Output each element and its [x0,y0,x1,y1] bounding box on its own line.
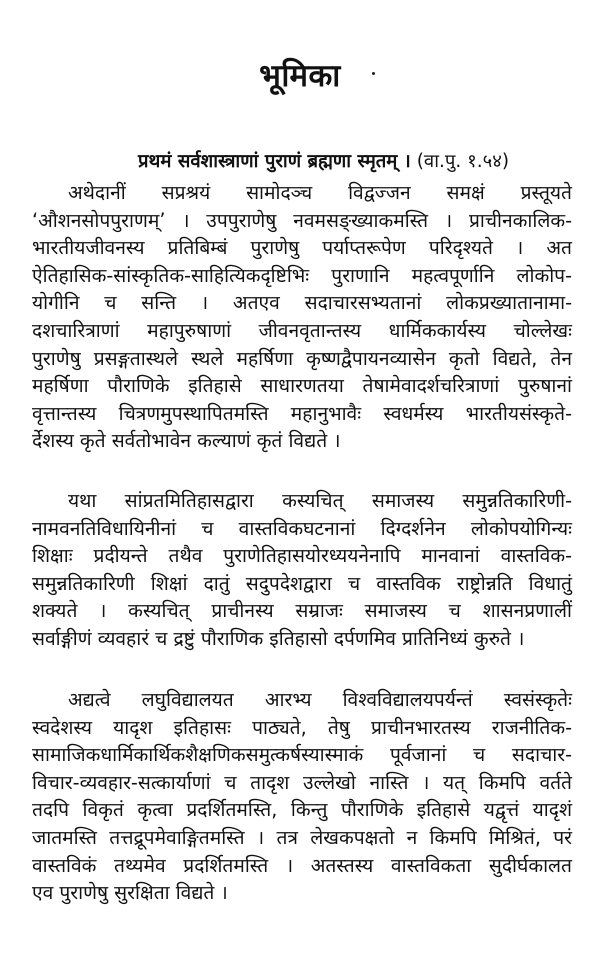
paragraph-line: सामाजिकधार्मिकार्थिकशैक्षणिकसमुत्कर्षस्यास्माकं पूर्वजानां च सदाचार- [32,743,572,767]
paragraph-line: विचार-व्यवहार-सत्कार्याणां च तादृश उल्लेखो नास्ति । यत् किमपि वर्तते [32,770,572,794]
paragraph-line: समुन्नतिकारिणी शिक्षां दातुं सदुपदेशद्वारा च वास्तविक राष्ट्रोन्नति विधातुं [32,571,572,595]
paragraph-3 [32,686,572,907]
paragraph-line: ऐतिहासिक-सांस्कृतिक-साहित्यिकदृष्टिभिः पुराणानि महत्वपूर्णानि लोकोप- [32,263,572,287]
paragraph-line: सर्वाङ्गीणं व्यवहारं च द्रष्टुं पौराणिक इतिहासो दर्पणमिव प्रातिनिध्यं कुरुते । [32,626,525,650]
paragraph-line: दशचारित्राणां महापुरुषाणां जीवनवृतान्तस्य धार्मिककार्यस्य चोल्लेखः [32,318,572,342]
paragraph-line: शक्यते । कस्यचित् प्राचीनस्य सम्राजः समाजस्य च शासनप्रणालीं [32,599,572,623]
paragraph-line: वास्तविकं तथ्यमेव प्रदर्शितमस्ति । अतस्तस्य वास्तविकता सुदीर्घकालत [32,853,572,877]
paragraph-2 [32,487,572,653]
epigraph-reference: (वा.पु. १.५४) [416,151,510,172]
paragraph-line: यथा सांप्रतमितिहासद्वारा कस्यचित् समाजस्य समुन्नतिकारिणी- [68,489,572,512]
page-title: भूमिका [259,58,341,94]
paragraph-1 [32,179,572,455]
paragraph-line: र्देशस्य कृते सर्वतोभावेन कल्याणं कृतं विद्यते । [32,429,341,453]
paragraph-line: नामवनतिविधायिनीनां च वास्तविकघटनानां दिग्दर्शनेन लोकोपयोगिन्यः [32,516,572,540]
paragraph-line: ‘औशनसोपपुराणम्’ । उपपुराणेषु नवमसङ्ख्याकमस्ति । प्राचीनकालिक- [32,208,572,232]
paragraph-line: वृत्तान्तस्य चित्रणमुपस्थापितमस्ति महानुभावैः स्वधर्मस्य भारतीयसंस्कृते- [32,401,572,425]
paragraph-line: भारतीयजीवनस्य प्रतिबिम्बं पुराणेषु पर्याप्तरूपेण परिदृश्यते । अत [32,236,572,260]
paragraph-line: अथेदानीं सप्रश्रयं सामोदञ्च विद्वज्जन समक्षं प्रस्तूयते [68,181,572,204]
paragraph-line: योगीनि च सन्ति । अतएव सदाचारसभ्यतानां लोकप्रख्यातानामा- [32,291,572,315]
paragraph-line: एव पुराणेषु सुरक्षिता विद्यते । [32,881,228,905]
epigraph-verse: प्रथमं सर्वशास्त्राणां पुराणं ब्रह्मणा स्मृतम् । [138,151,411,172]
paragraph-line: महर्षिणा पौराणिके इतिहासे साधारणतया तेषामेवादर्शचरित्राणां पुरुषानां [32,374,572,398]
paragraph-line: अद्यत्वे लघुविद्यालयत आरभ्य विश्वविद्यालयपर्यन्तं स्वसंस्कृतेः [68,688,572,711]
paragraph-line: पुराणेषु प्रसङ्गतास्थले स्थले महर्षिणा कृष्णद्वैपायनव्यासेन कृतो विद्यते, तेन [32,346,572,370]
paragraph-line: शिक्षाः प्रदीयन्ते तथैव पुराणेतिहासयोरध्ययनेनापि मानवानां वास्तविक- [32,544,572,568]
title-dot-mark [372,72,375,75]
paragraph-line: तदपि विकृतं कृत्वा प्रदर्शितमस्ति, किन्तु पौराणिके इतिहासे यद्वृत्तं यादृशं [32,798,572,822]
paragraph-line: स्वदेशस्य यादृश इतिहासः पाठ्यते, तेषु प्राचीनभारतस्य राजनीतिक- [32,715,572,739]
epigraph [138,148,578,173]
paragraph-line: जातमस्ति तत्तद्रूपमेवाङ्गितमस्ति । तत्र लेखकपक्षतो न किमपि मिश्रितं, परं [32,825,572,849]
